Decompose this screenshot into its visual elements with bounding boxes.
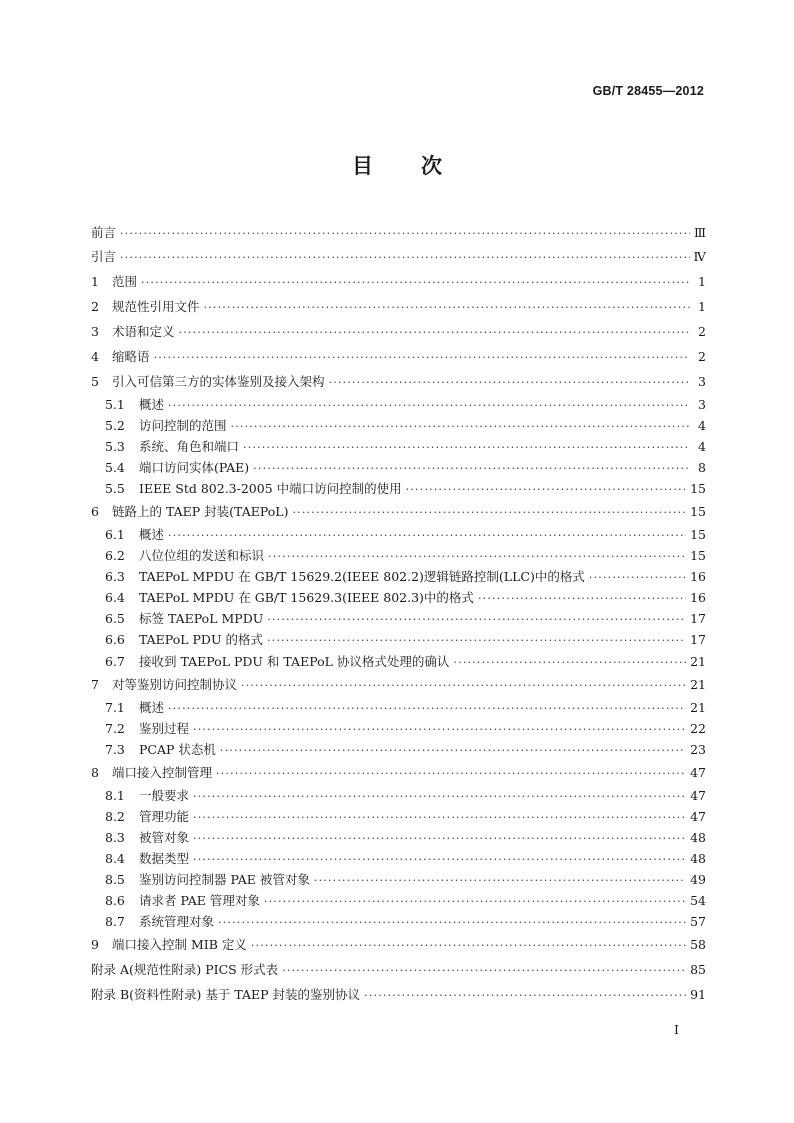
- toc-leader-dots: [241, 673, 686, 698]
- toc-leader-dots: [268, 546, 686, 567]
- toc-entry-page: 48: [690, 850, 706, 866]
- toc-entry-page: 54: [690, 892, 706, 908]
- toc-entry-title: 端口接入控制 MIB 定义: [112, 937, 247, 953]
- toc-entry[interactable]: [91, 294, 706, 319]
- toc-entry-page: 15: [690, 481, 706, 497]
- toc-entry-number: 8.1: [105, 787, 125, 803]
- toc-entry-number: 8.6: [105, 892, 125, 908]
- toc-leader-dots: [589, 567, 686, 588]
- toc-entry[interactable]: [91, 718, 706, 739]
- toc-leader-dots: [453, 652, 686, 673]
- toc-entry-page: 1: [698, 274, 706, 289]
- toc-entry-title: 概述: [139, 527, 165, 543]
- toc-entry-page: 21: [690, 653, 706, 669]
- toc-entry-title: 链路上的 TAEP 封装(TAEPoL): [112, 504, 289, 520]
- toc-entry-title: TAEPoL PDU 的格式: [139, 632, 263, 648]
- toc-leader-dots: [120, 245, 689, 270]
- toc-leader-dots: [220, 740, 686, 761]
- toc-entry-page: 58: [690, 937, 706, 953]
- toc-entry[interactable]: [91, 394, 706, 415]
- toc-entry[interactable]: [91, 651, 706, 672]
- toc-entry-title: 概述: [139, 397, 165, 412]
- toc-leader-dots: [251, 933, 686, 958]
- toc-entry[interactable]: [91, 629, 706, 650]
- toc-entry-title: 系统管理对象: [139, 913, 215, 929]
- toc-entry[interactable]: [91, 827, 706, 848]
- toc-entry-title: 鉴别过程: [139, 720, 190, 736]
- toc-entry-number: 6: [91, 504, 99, 520]
- toc-entry-number: 6.5: [105, 611, 125, 627]
- toc-entry-page: 4: [698, 418, 706, 434]
- toc-entry-title: 八位位组的发送和标识: [139, 548, 265, 564]
- toc-entry[interactable]: [91, 869, 706, 890]
- toc-entry[interactable]: [91, 785, 706, 806]
- toc-entry-number: 5.1: [105, 397, 125, 412]
- toc-entry[interactable]: [91, 932, 706, 957]
- toc-entry-page: 17: [690, 632, 706, 648]
- toc-entry-number: 5: [91, 374, 99, 389]
- toc-entry-number: 5.3: [105, 439, 125, 455]
- toc-entry-page: 15: [690, 548, 706, 564]
- toc-entry-title: 术语和定义: [112, 324, 175, 339]
- toc-entry-number: 6.7: [105, 653, 125, 669]
- toc-leader-dots: [478, 588, 686, 609]
- toc-leader-dots: [218, 912, 686, 933]
- toc-entry-page: 16: [690, 569, 706, 585]
- toc-entry-title: 被管对象: [139, 829, 190, 845]
- toc-leader-dots: [264, 891, 686, 912]
- toc-leader-dots: [314, 870, 686, 891]
- toc-entry[interactable]: [91, 739, 706, 760]
- toc-leader-dots: [193, 786, 686, 807]
- toc-entry-title: 一般要求: [139, 787, 190, 803]
- toc-entry-title: 规范性引用文件: [112, 299, 200, 314]
- toc-entry-title: 引言: [91, 249, 117, 264]
- toc-entry-number: 6.2: [105, 548, 125, 564]
- toc-entry-number: 8.5: [105, 871, 125, 887]
- toc-leader-dots: [231, 416, 690, 437]
- toc-entry-page: 47: [690, 787, 706, 803]
- toc-entry-number: 5.2: [105, 418, 125, 434]
- toc-entry-page: 22: [690, 720, 706, 736]
- toc-entry[interactable]: [91, 269, 706, 294]
- toc-entry-page: 1: [698, 299, 706, 314]
- toc-entry-page: Ⅳ: [693, 249, 706, 264]
- toc-entry-title: 管理功能: [139, 808, 190, 824]
- toc-entry-page: 91: [690, 987, 706, 1003]
- toc-entry-number: 7.2: [105, 720, 125, 736]
- toc-entry-title: TAEPoL MPDU 在 GB/T 15629.2(IEEE 802.2)逻辑链路控制(LLC)中的格式: [139, 569, 585, 585]
- toc-entry-title: 端口访问实体(PAE): [139, 460, 250, 476]
- toc-entry[interactable]: [91, 436, 706, 457]
- toc-entry-page: 47: [690, 764, 706, 780]
- toc-entry[interactable]: [91, 369, 706, 394]
- toc-entry-number: 9: [91, 937, 99, 953]
- toc-entry[interactable]: [91, 911, 706, 932]
- toc-entry[interactable]: [91, 499, 706, 524]
- toc-entry-page: 21: [690, 676, 706, 692]
- toc-entry-number: 7: [91, 676, 99, 692]
- toc-entry[interactable]: [91, 319, 706, 344]
- toc-entry-page: 15: [690, 504, 706, 520]
- toc-entry-number: 2: [91, 299, 99, 314]
- toc-leader-dots: [253, 458, 690, 479]
- page-number: I: [674, 1022, 679, 1037]
- toc-entry-title: 数据类型: [139, 850, 190, 866]
- toc-entry-title: 前言: [91, 225, 117, 240]
- toc-entry[interactable]: [91, 457, 706, 478]
- toc-entry-number: 5.4: [105, 460, 125, 476]
- toc-entry[interactable]: [91, 344, 706, 369]
- toc-leader-dots: [204, 295, 690, 320]
- toc-entry-title: 缩略语: [112, 349, 150, 364]
- toc-leader-dots: [193, 807, 686, 828]
- toc-entry[interactable]: [91, 697, 706, 718]
- toc-entry-title: 概述: [139, 699, 165, 715]
- toc-entry-page: 3: [698, 374, 706, 389]
- toc-entry-page: 2: [698, 349, 706, 364]
- toc-entry-page: 23: [690, 741, 706, 757]
- toc-entry-page: 48: [690, 829, 706, 845]
- toc-entry[interactable]: [91, 415, 706, 436]
- toc-entry-title: 系统、角色和端口: [139, 439, 240, 455]
- toc-entry[interactable]: [91, 982, 706, 1007]
- toc-leader-dots: [216, 761, 686, 786]
- toc-leader-dots: [168, 395, 690, 416]
- toc-leader-dots: [141, 270, 690, 295]
- toc-entry-page: 2: [698, 324, 706, 339]
- toc-entry[interactable]: [91, 848, 706, 869]
- toc-entry-title: 接收到 TAEPoL PDU 和 TAEPoL 协议格式处理的确认: [139, 653, 450, 669]
- toc-leader-dots: [168, 525, 686, 546]
- toc-entry-number: 6.1: [105, 527, 125, 543]
- toc-entry[interactable]: [91, 566, 706, 587]
- toc-entry-page: 49: [690, 871, 706, 887]
- toc-leader-dots: [179, 320, 690, 345]
- toc-entry-title: PCAP 状态机: [139, 741, 216, 757]
- toc-entry[interactable]: [91, 587, 706, 608]
- toc-entry-number: 3: [91, 324, 99, 339]
- toc-entry[interactable]: [91, 957, 706, 982]
- toc-entry[interactable]: [91, 244, 706, 269]
- toc-entry[interactable]: [91, 608, 706, 629]
- toc-entry-title: TAEPoL MPDU 在 GB/T 15629.3(IEEE 802.3)中的格式: [139, 590, 474, 606]
- toc-entry-number: 7.1: [105, 699, 125, 715]
- toc-entry-page: 3: [698, 397, 706, 412]
- toc-entry-number: 1: [91, 274, 99, 289]
- toc-leader-dots: [154, 345, 690, 370]
- page-title: [0, 150, 794, 180]
- toc-entry-title: 端口接入控制管理: [112, 764, 213, 780]
- toc-leader-dots: [243, 437, 690, 458]
- toc-entry-title: 范围: [112, 274, 138, 289]
- toc-entry[interactable]: [91, 524, 706, 545]
- toc-entry-number: 8.4: [105, 850, 125, 866]
- toc-entry-number: 6.6: [105, 632, 125, 648]
- toc-leader-dots: [193, 849, 686, 870]
- toc-leader-dots: [329, 370, 690, 395]
- toc-entry-title: 鉴别访问控制器 PAE 被管对象: [139, 871, 310, 887]
- toc-leader-dots: [267, 630, 686, 651]
- table-of-contents: [91, 220, 706, 1007]
- toc-entry-page: Ⅲ: [693, 225, 706, 240]
- toc-leader-dots: [292, 500, 686, 525]
- toc-entry[interactable]: [91, 890, 706, 911]
- toc-entry-number: 4: [91, 349, 99, 364]
- toc-entry-page: 16: [690, 590, 706, 606]
- toc-entry[interactable]: [91, 672, 706, 697]
- toc-entry[interactable]: [91, 220, 706, 244]
- toc-entry-title: 请求者 PAE 管理对象: [139, 892, 260, 908]
- toc-leader-dots: [120, 221, 690, 246]
- toc-entry-title: 访问控制的范围: [139, 418, 227, 434]
- toc-leader-dots: [267, 609, 686, 630]
- toc-entry-number: 8: [91, 764, 99, 780]
- toc-entry-number: 6.4: [105, 590, 125, 606]
- toc-entry-page: 17: [690, 611, 706, 627]
- toc-entry-page: 21: [690, 699, 706, 715]
- toc-entry[interactable]: [91, 478, 706, 499]
- toc-entry[interactable]: [91, 760, 706, 785]
- toc-entry-title: 附录 A(规范性附录) PICS 形式表: [91, 962, 279, 978]
- toc-entry-number: 6.3: [105, 569, 125, 585]
- standard-code: GB/T 28455—2012: [592, 84, 704, 98]
- toc-entry[interactable]: [91, 545, 706, 566]
- toc-entry-page: 8: [698, 460, 706, 476]
- title-char-2: 次: [421, 154, 442, 178]
- toc-entry-number: 8.2: [105, 808, 125, 824]
- toc-leader-dots: [168, 698, 686, 719]
- toc-entry[interactable]: [91, 806, 706, 827]
- toc-entry-title: 引入可信第三方的实体鉴别及接入架构: [112, 374, 325, 389]
- toc-entry-number: 8.3: [105, 829, 125, 845]
- toc-entry-page: 15: [690, 527, 706, 543]
- toc-entry-page: 57: [690, 913, 706, 929]
- toc-leader-dots: [193, 719, 686, 740]
- toc-entry-page: 4: [698, 439, 706, 455]
- toc-leader-dots: [193, 828, 686, 849]
- toc-entry-title: 标签 TAEPoL MPDU: [139, 611, 264, 627]
- title-char-1: 目: [352, 154, 373, 178]
- toc-entry-title: 对等鉴别访问控制协议: [112, 676, 238, 692]
- toc-entry-number: 7.3: [105, 741, 125, 757]
- toc-entry-page: 85: [690, 962, 706, 978]
- toc-entry-page: 47: [690, 808, 706, 824]
- toc-entry-number: 5.5: [105, 481, 125, 497]
- toc-leader-dots: [282, 958, 686, 983]
- toc-leader-dots: [364, 983, 686, 1008]
- toc-entry-title: IEEE Std 802.3-2005 中端口访问控制的使用: [139, 481, 402, 497]
- toc-entry-title: 附录 B(资料性附录) 基于 TAEP 封装的鉴别协议: [91, 987, 361, 1003]
- toc-entry-number: 8.7: [105, 913, 125, 929]
- toc-leader-dots: [406, 479, 686, 500]
